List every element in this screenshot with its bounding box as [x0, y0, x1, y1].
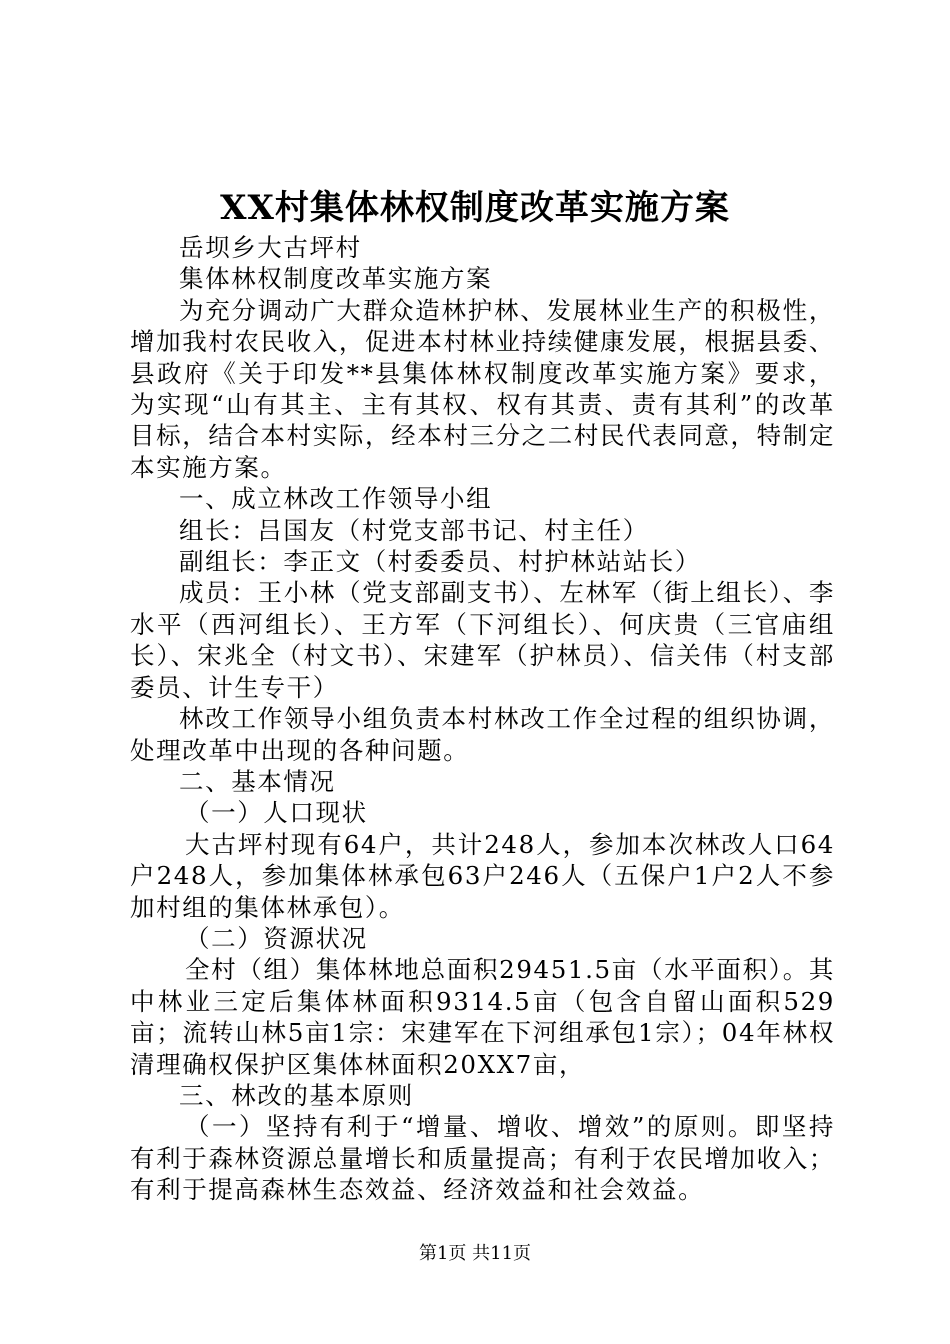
section-heading-3: 三、林改的基本原则 [179, 1080, 414, 1110]
document-body [130, 232, 835, 1206]
subsection-heading-population: （一）人口现状 [185, 798, 368, 828]
paragraph-population: 大古坪村现有64户，共计248人，参加本次林改人口64户248人，参加集体林承包63户246人（五保户1户2人不参加村组的集体林承包）。 [130, 829, 835, 922]
paragraph-principle-1: （一）坚持有利于“增量、增收、增效”的原则。即坚持有利于森林资源总量增长和质量提高；有利于农民增加收入；有利于提高森林生态效益、经济效益和社会效益。 [130, 1112, 835, 1205]
paragraph-group-duty: 林改工作领导小组负责本村林改工作全过程的组织协调，处理改革中出现的各种问题。 [130, 704, 835, 765]
paragraph-leader: 组长：吕国友（村党支部书记、村主任） [179, 515, 649, 545]
section-heading-1: 一、成立林改工作领导小组 [179, 484, 493, 514]
paragraph-members: 成员：王小林（党支部副支书）、左林军（街上组长）、李水平（西河组长）、王方军（下河组长）、何庆贵（三官庙组长）、宋兆全（村文书）、宋建军（护林员）、信关伟（村支部委员、计生专干） [130, 578, 835, 702]
paragraph-deputy-leader: 副组长：李正文（村委委员、村护林站站长） [179, 547, 701, 577]
paragraph-resources: 全村（组）集体林地总面积29451.5亩（水平面积）。其中林业三定后集体林面积9314.5亩（包含自留山面积529亩；流转山林5亩1宗：宋建军在下河组承包1宗）；04年林权清理确权保护区集体林面积20XX7亩， [130, 955, 835, 1079]
paragraph-intro: 为充分调动广大群众造林护林、发展林业生产的积极性，增加我村农民收入，促进本村林业持续健康发展，根据县委、县政府《关于印发**县集体林权制度改革实施方案》要求，为实现“山有其主、主有其权、权有其责、责有其利”的改革目标，结合本村实际，经本村三分之二村民代表同意，特制定本实施方案。 [130, 295, 835, 482]
document-title: XX村集体林权制度改革实施方案 [220, 188, 730, 228]
paragraph-village: 岳坝乡大古坪村 [179, 233, 362, 262]
subsection-heading-resources: （二）资源状况 [185, 923, 368, 953]
paragraph-subtitle: 集体林权制度改革实施方案 [179, 264, 493, 294]
section-heading-2: 二、基本情况 [179, 766, 336, 796]
page-number-footer: 第1页 共11页 [418, 1243, 532, 1264]
